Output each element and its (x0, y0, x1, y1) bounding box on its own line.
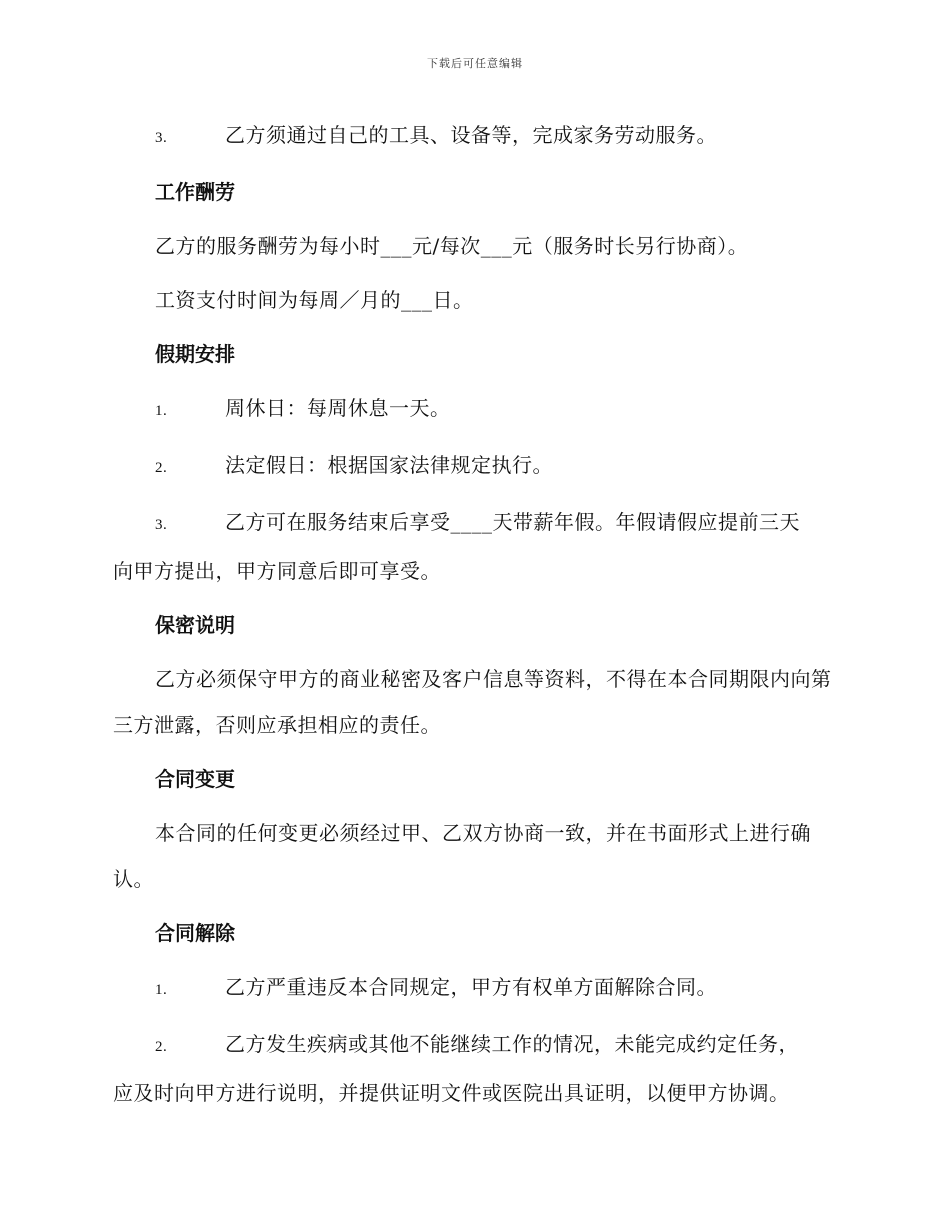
section-heading-change: 合同变更 (155, 767, 235, 791)
list-number: 1. (155, 403, 168, 419)
list-number: 1. (155, 982, 168, 998)
work-item-3 (113, 112, 833, 161)
list-item-text-line1: 乙方发生疾病或其他不能继续工作的情况，未能完成约定任务， (225, 1032, 799, 1056)
terminate-item-1 (113, 964, 833, 1013)
list-number: 2. (155, 460, 168, 476)
list-item-text: 周休日：每周休息一天。 (225, 396, 451, 420)
section-heading-holiday: 假期安排 (155, 342, 235, 366)
section-heading-pay: 工作酬劳 (155, 180, 235, 204)
list-item-text-line1: 乙方可在服务结束后享受____天带薪年假。年假请假应提前三天 (225, 510, 800, 534)
list-item-text-line2: 向甲方提出，甲方同意后即可享受。 (113, 559, 441, 583)
list-item-text: 乙方须通过自己的工具、设备等，完成家务劳动服务。 (225, 123, 717, 147)
holiday-item-2 (113, 442, 833, 491)
list-number: 3. (155, 517, 168, 533)
list-item-text: 乙方严重违反本合同规定，甲方有权单方面解除合同。 (225, 975, 717, 999)
document-body (113, 112, 833, 1124)
list-item-text-line2: 应及时向甲方进行说明，并提供证明文件或医院出具证明，以便甲方协调。 (113, 1081, 790, 1105)
holiday-item-3 (113, 499, 833, 594)
page-header-note: 下载后可任意编辑 (427, 57, 523, 70)
list-item-text: 法定假日：根据国家法律规定执行。 (225, 453, 553, 477)
pay-paragraph-1: 乙方的服务酬劳为每小时___元/每次___元（服务时长另行协商）。 (155, 234, 749, 258)
list-number: 3. (155, 130, 168, 146)
change-paragraph: 本合同的任何变更必须经过甲、乙双方协商一致，并在书面形式上进行确认。 (113, 821, 811, 891)
section-heading-terminate: 合同解除 (155, 921, 235, 945)
terminate-item-2 (113, 1021, 833, 1116)
list-number: 2. (155, 1039, 168, 1055)
pay-paragraph-2: 工资支付时间为每周／月的___日。 (155, 288, 474, 312)
section-heading-secret: 保密说明 (155, 613, 235, 637)
holiday-item-1 (113, 385, 833, 434)
secret-paragraph: 乙方必须保守甲方的商业秘密及客户信息等资料，不得在本合同期限内向第三方泄露，否则应承担相应的责任。 (113, 667, 832, 737)
